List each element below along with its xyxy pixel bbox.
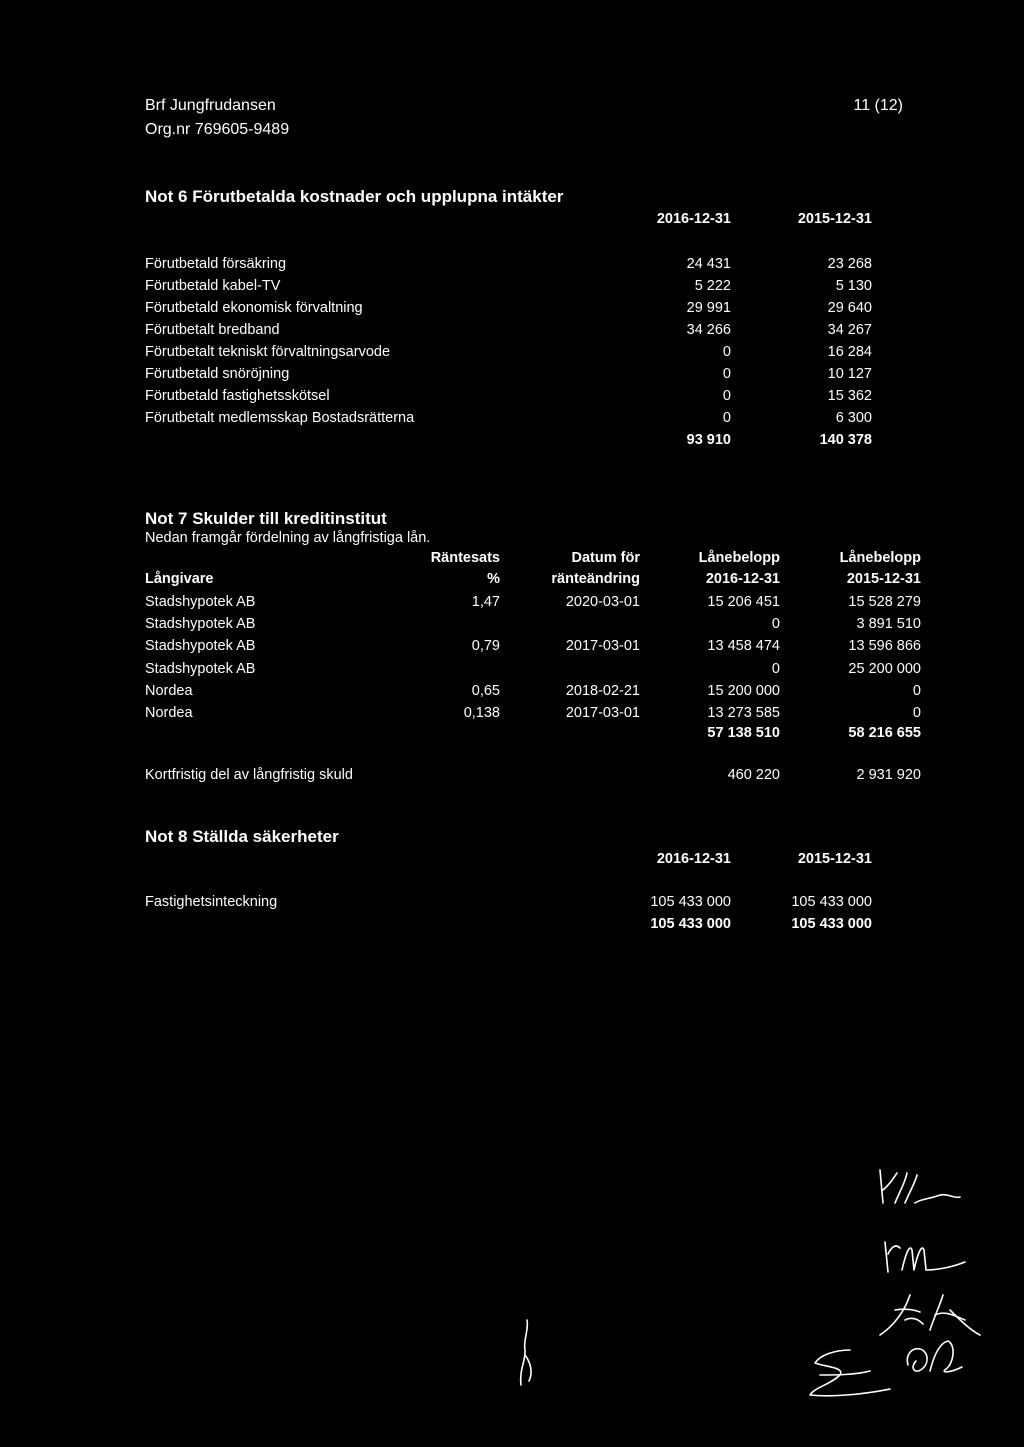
note6-row-label: Förutbetald snöröjning [145,366,290,382]
loan-row-rate: 0,79 [471,638,500,654]
page-number: 11 (12) [853,97,903,114]
note6-row-2016: 29 991 [686,300,731,316]
loan-row-date: 2017-03-01 [565,638,640,654]
note6-row-2016: 5 222 [694,278,731,294]
note8-total-2015: 105 433 000 [791,916,872,932]
loan-row-2016: 13 458 474 [707,638,780,654]
note8-row-2016: 105 433 000 [650,894,731,910]
col-rate-bottom: % [487,571,500,587]
loan-row-lender: Stadshypotek AB [145,638,256,654]
note6-row-2015: 10 127 [827,366,872,382]
signature-mark-2 [875,1165,965,1210]
loan-row-2016: 15 200 000 [707,683,780,699]
org-number: Org.nr 769605-9489 [145,121,290,138]
short-term-label: Kortfristig del av långfristig skuld [145,767,353,783]
loan-row-lender: Nordea [145,683,193,699]
loan-row-rate: 0,138 [463,705,500,721]
note6-col-2016: 2016-12-31 [656,211,731,227]
loan-row-2015: 13 596 866 [848,638,921,654]
loan-row-2016: 15 206 451 [707,594,780,610]
loan-row-2015: 25 200 000 [848,661,921,677]
loan-row-2015: 0 [912,705,921,721]
note6-row-2015: 34 267 [827,322,872,338]
loan-row-2015: 3 891 510 [856,616,921,632]
note7-total-2015: 58 216 655 [848,725,921,741]
col-rate-top: Räntesats [430,550,500,566]
loan-row-date: 2020-03-01 [565,594,640,610]
short-term-2015: 2 931 920 [856,767,921,783]
note6-total-2015: 140 378 [819,432,872,448]
note6-row-2015: 5 130 [835,278,872,294]
signature-mark-4 [875,1290,985,1340]
loan-row-2016: 0 [771,616,780,632]
loan-row-rate: 1,47 [471,594,500,610]
note6-row-2015: 16 284 [827,344,872,360]
note6-row-label: Förutbetalt bredband [145,322,280,338]
note7-subtitle: Nedan framgår fördelning av långfristiga lån. [145,530,431,546]
note8-total-2016: 105 433 000 [650,916,731,932]
note7-title: Not 7 Skulder till kreditinstitut [145,509,387,528]
note6-row-2015: 23 268 [827,256,872,272]
note6-row-2015: 29 640 [827,300,872,316]
note6-row-label: Förutbetalt medlemsskap Bostadsrätterna [145,410,415,426]
note6-row-2016: 34 266 [686,322,731,338]
loan-row-2016: 0 [771,661,780,677]
loan-row-lender: Stadshypotek AB [145,616,256,632]
note6-row-label: Förutbetalt tekniskt förvaltningsarvode [145,344,391,360]
note6-row-label: Förutbetald fastighetsskötsel [145,388,330,404]
note8-title: Not 8 Ställda säkerheter [145,827,339,846]
col-lender: Långivare [145,571,214,587]
note6-row-label: Förutbetald kabel-TV [145,278,281,294]
loan-row-2015: 0 [912,683,921,699]
note6-title: Not 6 Förutbetalda kostnader och upplupna intäkter [145,187,564,206]
loan-row-lender: Stadshypotek AB [145,661,256,677]
note8-row-2015: 105 433 000 [791,894,872,910]
note6-row-2016: 0 [722,344,731,360]
col-loan2015-bottom: 2015-12-31 [846,571,921,587]
signature-mark-6 [800,1345,895,1405]
loan-row-lender: Nordea [145,705,193,721]
note6-col-2015: 2015-12-31 [797,211,872,227]
signature-mark-3 [880,1232,970,1277]
org-name: Brf Jungfrudansen [145,97,276,114]
note6-row-label: Förutbetald ekonomisk förvaltning [145,300,363,316]
note6-row-label: Förutbetald försäkring [145,256,287,272]
col-date-top: Datum för [571,550,640,566]
short-term-2016: 460 220 [727,767,780,783]
loan-row-date: 2017-03-01 [565,705,640,721]
note8-col-2016: 2016-12-31 [656,851,731,867]
note6-total-2016: 93 910 [686,432,731,448]
note6-row-2016: 0 [722,366,731,382]
note6-row-2016: 24 431 [686,256,731,272]
col-loan2016-top: Lånebelopp [698,550,780,566]
signature-mark-5 [900,1335,970,1380]
col-date-bottom: ränteändring [551,571,640,587]
note7-total-2016: 57 138 510 [707,725,780,741]
loan-row-lender: Stadshypotek AB [145,594,256,610]
loan-row-2016: 13 273 585 [707,705,780,721]
note8-col-2015: 2015-12-31 [797,851,872,867]
col-loan2015-top: Lånebelopp [839,550,921,566]
note8-row-label: Fastighetsinteckning [145,894,278,910]
note6-row-2015: 15 362 [827,388,872,404]
note6-row-2016: 0 [722,388,731,404]
loan-row-2015: 15 528 279 [848,594,921,610]
note6-row-2015: 6 300 [835,410,872,426]
note6-row-2016: 0 [722,410,731,426]
signature-mark-1 [505,1315,545,1390]
loan-row-rate: 0,65 [471,683,500,699]
loan-row-date: 2018-02-21 [565,683,640,699]
col-loan2016-bottom: 2016-12-31 [705,571,780,587]
